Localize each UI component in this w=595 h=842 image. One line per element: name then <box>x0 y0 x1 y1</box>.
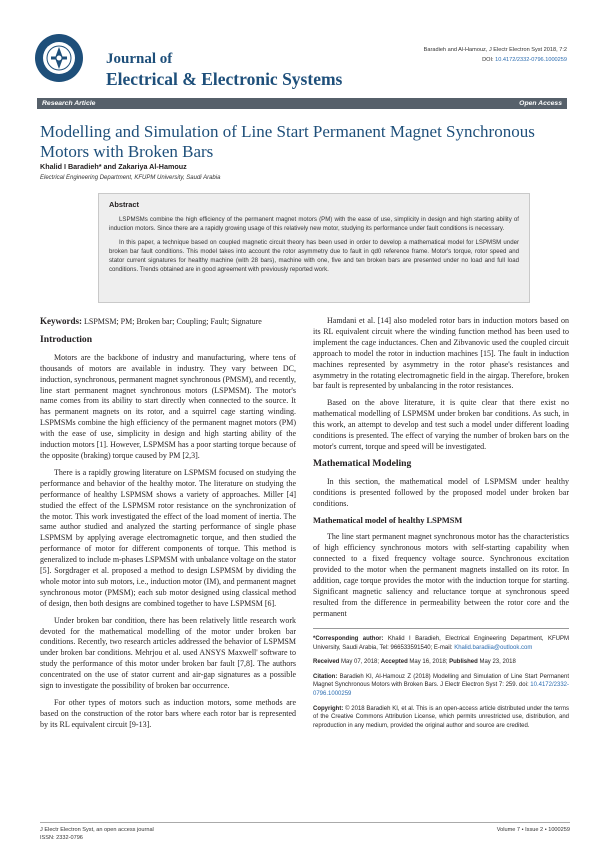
research-article-label: Research Article <box>42 100 96 107</box>
citation-label: Citation: <box>313 673 338 680</box>
open-access-label: Open Access <box>519 100 562 107</box>
right-paragraph-2: Based on the above literature, it is quite clear that there exist no mathematical modelling of LSPMSM under broken bar conditions. As such, in this work, an attempt to develop and test such a model under different loading conditions is presented. The effect of varying the number of broken bars on the motor's current, torque and speed will be investigated. <box>313 398 569 451</box>
introduction-heading: Introduction <box>40 333 93 345</box>
abstract-box <box>98 193 530 303</box>
doi-line <box>424 55 567 65</box>
correspondence-block <box>313 628 569 736</box>
authors: Khalid I Baradieh* and Zakariya Al-Hamouz <box>40 162 187 171</box>
copyright <box>313 705 569 731</box>
intro-paragraph-4: For other types of motors such as induction motors, some methods are based on the construction of the rotor bars where each rotor bar is represented by its RL equivalent circuit [9-13]. <box>40 698 296 729</box>
copyright-label: Copyright: <box>313 705 344 712</box>
footer-volume: Volume 7 • Issue 2 • 1000259 <box>496 827 570 833</box>
intro-paragraph-1: Motors are the backbone of industry and manufacturing, where tens of thousands of motors are available in industry. They vary between DC, induction, synchronous, permanent magnet synchronous (PMSM), and recently, line start permanent magnet synchronous motors (LSPMSM). The motor's name comes from its ability to start directly when connected to the source. It has permanent magnets on its rotor, and a squirrel cage starting winding. LSPMSMs combine the high efficiency of the permanent magnet motors (PM) with the ease of use, simplicity in design and high starting ability of the induction motors [1]. However, LSPMSM has a poor starting torque because of the opposite (braking) torque caused by PM [2,3]. <box>40 352 296 460</box>
article-type-bar <box>37 98 567 109</box>
received-date: May 07, 2018; <box>341 659 380 666</box>
corresponding-label: *Corresponding author: <box>313 636 384 642</box>
affiliation: Electrical Engineering Department, KFUPM University, Saudi Arabia <box>40 175 221 181</box>
citation <box>313 673 569 699</box>
intro-paragraph-3: Under broken bar condition, there has been relatively little research work devoted for the mathematical modelling of the motor under broken bar conditions. Recently, two research articles addressed the behavior of LSPMSM under broken bar conditions. Mehrjou et al. used ANSYS Maxwell' software to study the performance of this motor under broken bar fault [7,8]. The authors concentrated on the use of stator current and air-gap signatures as a possible sign to investigate the possibility of broken bar occurrence. <box>40 615 296 691</box>
citation-doi-link[interactable]: 10.4172/2332-0796.1000259 <box>313 682 569 697</box>
footer-journal: J Electr Electron Syst, an open access journal <box>40 827 154 833</box>
header-citation <box>424 45 567 65</box>
right-paragraph-1: Hamdani et al. [14] also modeled rotor bars in induction motors based on its RL equivalent circuit where the winding function method has been used to implement the cage inductances. Chen and Zibvanovic used the coupled circuit approach to model the rotor in induction machines [15]. The fault in induction machines represented by asymmetry in the rotor phase's resistances and asymmetry in the rotating electromagnetic field in the airgap. Therefore, broken bar fault is represented by unbalancing in the rotor resistances. <box>313 316 569 391</box>
received-label: Received <box>313 659 340 666</box>
keywords-label: Keywords: <box>40 316 82 326</box>
accepted-date: May 16, 2018; <box>409 659 448 666</box>
abstract-paragraph-2: In this paper, a technique based on coupled magnetic circuit theory has been used in order to develop a mathematical model for LSPMSM under broken bar fault conditions. This model takes into account the rotor asymmetry due to fault in qd0 reference frame. Motor's torque, rotor speed and stator current signatures for healthy machine (with 28 bars), machine with one, five and ten broken bars are presented under no load and full load conditions. Trends obtained are in good agreement with previously reported work. <box>109 239 519 274</box>
right-paragraph-3: In this section, the mathematical model of LSPMSM under healthy conditions is presented followed by the proposed model under broken bar conditions. <box>313 476 569 508</box>
corresponding-author <box>313 635 569 652</box>
article-title: Modelling and Simulation of Line Start Permanent Magnet Synchronous Motors with Broken Bars <box>40 122 535 161</box>
journal-prefix: Journal of <box>106 51 173 67</box>
journal-name <box>106 50 342 90</box>
citation-line: Baradieh and Al-Hamouz, J Electr Electron Syst 2018, 7:2 <box>423 47 567 53</box>
keywords <box>40 316 296 328</box>
modeling-heading: Mathematical Modeling <box>313 457 412 469</box>
page-footer <box>40 822 570 842</box>
email-link[interactable]: Khalid.baradiia@outlook.com <box>454 644 533 651</box>
journal-logo <box>34 33 84 83</box>
abstract-heading: Abstract <box>109 200 139 209</box>
healthy-model-heading: Mathematical model of healthy LSPMSM <box>313 515 463 525</box>
keywords-list: LSPMSM; PM; Broken bar; Coupling; Fault; Signature <box>84 317 262 326</box>
published-date: May 23, 2018 <box>479 659 516 666</box>
doi-link[interactable]: 10.4172/2332-0796.1000259 <box>495 57 567 63</box>
left-column <box>40 316 296 737</box>
copyright-text: © 2018 Baradieh KI, et al. This is an open-access article distributed under the terms of the Creative Commons Attribution License, which permits unrestricted use, distribution, and reproduction in any medium, provided the original author and source are credited. <box>313 705 569 729</box>
right-column <box>313 316 569 626</box>
doi-label: DOI: <box>482 57 494 63</box>
right-paragraph-4: The line start permanent magnet synchronous motor has the characteristics of high efficiency synchronous motors with self-starting capability when connected to a fixed frequency voltage source. Synchronous excitation provided to the motor when the permanent magnets installed on its rotor. In addition, cage torque provides the motor with the induction torque for starting. Significant magnetic saliency and reluctance torque at synchronous speed resulted from the difference in permeability between the rotor core and the permanent <box>313 532 569 618</box>
citation-text: Baradieh KI, Al-Hamouz Z (2018) Modelling and Simulation of Line Start Permanent Magnet Synchronous Motors with Broken Bars. J Electr Electron Syst 7: 259. doi: <box>313 673 569 689</box>
journal-title: Electrical & Electronic Systems <box>106 69 343 89</box>
intro-paragraph-2: There is a rapidly growing literature on LSPMSM focused on studying the performance and behavior of the healthy motor. The literature on studying the performance of healthy LSPMSM shows a variety of approaches. Miller [4] studied the effect of the LSPMSM rotor resistance on the synchronization of the motor. This work investigated the effect of the load moment of inertia. The same author studied and analyzed the starting performance of single phase LSPMSM by applying average electromagnetic torque, and then studied the performance of motor for different components of torque. This method is generalized to include m-phases LSPMSM with unbalance voltage on the stator [5]. Sorgdrager et al. proposed a method to design LSPMSM by dividing the whole motor into sub motors, i.e., induction motor (IM), and permanent magnet synchronous motor (PMSM); each sub motor designed using classical method of design, then both designs are combined together to have LSPMSM [6]. <box>40 467 296 608</box>
dates <box>313 658 569 667</box>
abstract-paragraph-1: LSPMSMs combine the high efficiency of the permanent magnet motors (PM) with the ease of use, simplicity in design and high starting ability of induction motors. Since there are a rapidly growing usage of this relatively new motor, studying its performance under fault conditions is necessary. <box>109 216 519 233</box>
footer-issn: ISSN: 2332-0796 <box>40 835 83 841</box>
corresponding-text: Khalid I Baradieh, Electrical Engineering Department, KFUPM University, Saudi Arabia, Tel: 966533591540; E-mail: <box>313 636 569 651</box>
accepted-label: Accepted <box>380 659 408 666</box>
published-label: Published <box>449 659 478 666</box>
